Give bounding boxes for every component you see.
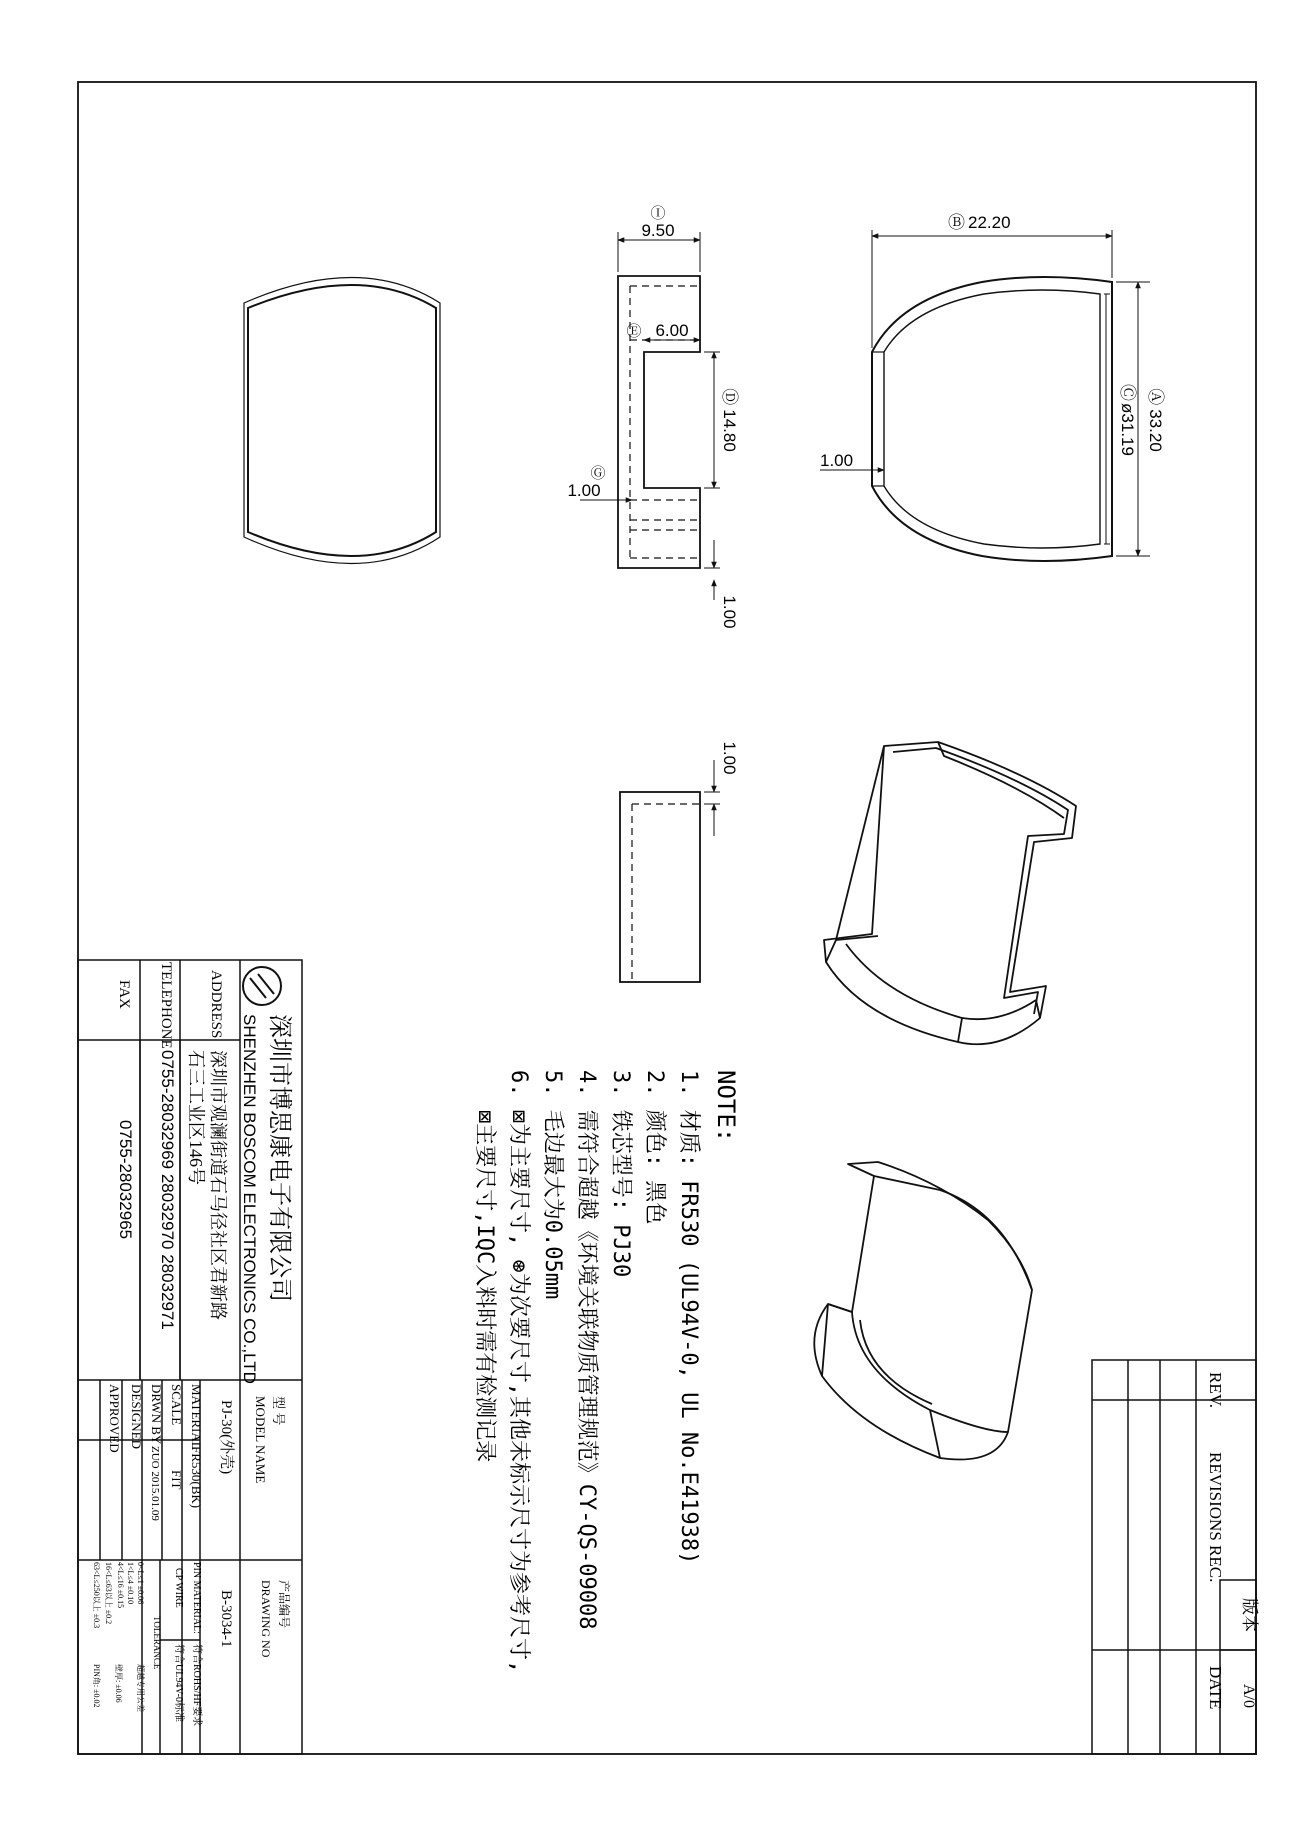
drawing-no: B-3034-1 — [218, 1590, 234, 1648]
company-text — [116, 962, 293, 1384]
view-isometric-upper — [824, 742, 1076, 1044]
tolerance-1: 1<L≤4 ±0.10 — [126, 1562, 135, 1605]
notes-heading: NOTE: — [712, 1070, 740, 1143]
svg-text:22.20: 22.20 — [968, 213, 1011, 232]
fax-value: 0755-28032965 — [116, 1120, 135, 1240]
dim-label-a: Ⓐ33.20 — [1146, 388, 1165, 452]
view-outline-left — [244, 278, 440, 564]
material-value: FR530(BK) — [189, 1446, 204, 1509]
dim-label-wall: 1.00 — [820, 451, 854, 470]
company-name-en: SHENZHEN BOSCOM ELECTRONICS CO.,LTD — [240, 1014, 259, 1384]
drawn-value: ZUO 2015.01.09 — [149, 1446, 161, 1521]
revision-text — [1206, 1372, 1259, 1709]
view-isometric-lower — [814, 1162, 1032, 1460]
scale-label: SCALE — [169, 1384, 184, 1426]
svg-text:9.50: 9.50 — [641, 221, 675, 240]
designed-label: DESIGNED — [129, 1384, 144, 1449]
model-value: PJ-30(外壳) — [218, 1400, 234, 1475]
tolerance-4: 63<L≤250以上 ±0.3 — [92, 1562, 101, 1629]
tolerance-note-2: 壁厚: ±0.06 — [114, 1664, 123, 1703]
address-line-2: 石三工业区146号 — [186, 1050, 206, 1185]
pin-material-label: PIN MATERIAL: — [191, 1562, 202, 1634]
notes-block — [472, 1070, 740, 1673]
svg-text:Ⓔ: Ⓔ — [626, 323, 642, 340]
drawn-label: DRWN BY — [149, 1384, 164, 1445]
note-2: 2. 颜色: 黑色 — [642, 1070, 667, 1225]
dim-label-d: Ⓓ14.80 — [720, 388, 739, 452]
tolerance-2: 4<L≤16 ±0.15 — [116, 1562, 125, 1609]
version-label-cn: 版本 — [1240, 1598, 1259, 1632]
svg-text:1.00: 1.00 — [567, 481, 601, 500]
address-label: ADDRESS — [208, 970, 224, 1039]
model-label-cn: 型 号 — [271, 1396, 286, 1426]
view-front — [872, 277, 1112, 561]
svg-text:Ⓘ: Ⓘ — [650, 205, 666, 222]
tolerance-note-3: PIN角: ±0.02 — [92, 1664, 101, 1708]
date-label: DATE — [1206, 1666, 1225, 1710]
tolerance-0: 0<L≤1 ±0.06 — [136, 1562, 145, 1605]
dim-label-b — [948, 213, 1011, 232]
scale-value: FIT — [169, 1470, 184, 1490]
rev-label: REV. — [1206, 1372, 1225, 1409]
note-7: ⊠主要尺寸,IQC入料时需有检测记录 — [472, 1110, 497, 1463]
address-line-1: 深圳市观澜街道石马径社区君新路 — [208, 1050, 228, 1320]
svg-text:Ⓖ: Ⓖ — [590, 465, 606, 482]
cp-wire-label: CP WIRE — [173, 1568, 184, 1608]
telephone-label: TELEPHONE — [158, 962, 174, 1049]
revision-block — [1092, 1360, 1256, 1754]
model-label-en: MODEL NAME — [253, 1396, 268, 1484]
dim-label-side: 1.00 — [720, 741, 739, 775]
dimension-lines-side-small — [704, 760, 720, 836]
version-value: A/0 — [1240, 1684, 1257, 1708]
company-name-cn: 深圳市博思康电子有限公司 — [266, 1014, 292, 1302]
material-label: MATERIAL — [189, 1384, 204, 1450]
approved-label: APPROVED — [107, 1384, 122, 1453]
note-4: 4. 需符合超越《环境关联物质管理规范》CY-QS-09008 — [574, 1070, 599, 1630]
svg-text:6.00: 6.00 — [655, 321, 689, 340]
dimension-lines-side — [580, 232, 720, 600]
note-5: 5. 毛边最大为0.05mm — [540, 1070, 565, 1300]
fax-label: FAX — [116, 980, 132, 1009]
pin-material-value: 符合ROHS/HF要求 — [191, 1644, 202, 1727]
dim-label-g — [567, 465, 605, 500]
revisions-label: REVISIONS REC. — [1206, 1452, 1225, 1583]
svg-text:Ⓑ: Ⓑ — [948, 213, 965, 232]
tolerance-3: 16<L≤63以上 ±0.2 — [104, 1562, 113, 1625]
tolerance-note-1: 超越专用公差 — [136, 1664, 145, 1712]
drawing-label-en: DRAWING NO — [259, 1580, 273, 1658]
cp-wire-value: 符合UL94V-0标准 — [173, 1644, 184, 1722]
view-side-small — [620, 792, 700, 982]
tolerance-label: TOLERANCE — [152, 1616, 162, 1670]
dim-label-i — [641, 205, 674, 240]
note-3: 3. 铁芯型号: PJ30 — [608, 1070, 633, 1278]
dim-label-e — [626, 321, 688, 340]
telephone-value: 0755-28032969 28032970 28032971 — [158, 1050, 177, 1330]
dim-label-bottom: 1.00 — [720, 595, 739, 629]
note-1: 1. 材质: FR530 (UL94V-0, UL No.E41938) — [676, 1070, 701, 1565]
note-6: 6. ⊠为主要尺寸, ⊛为次要尺寸,其他未标示尺寸为参考尺寸, — [506, 1070, 531, 1674]
view-side-section — [618, 276, 700, 568]
dim-label-c: Ⓒø31.19 — [1118, 384, 1137, 456]
company-logo — [243, 967, 281, 1005]
drawing-label-cn: 产品编号 — [277, 1580, 291, 1629]
